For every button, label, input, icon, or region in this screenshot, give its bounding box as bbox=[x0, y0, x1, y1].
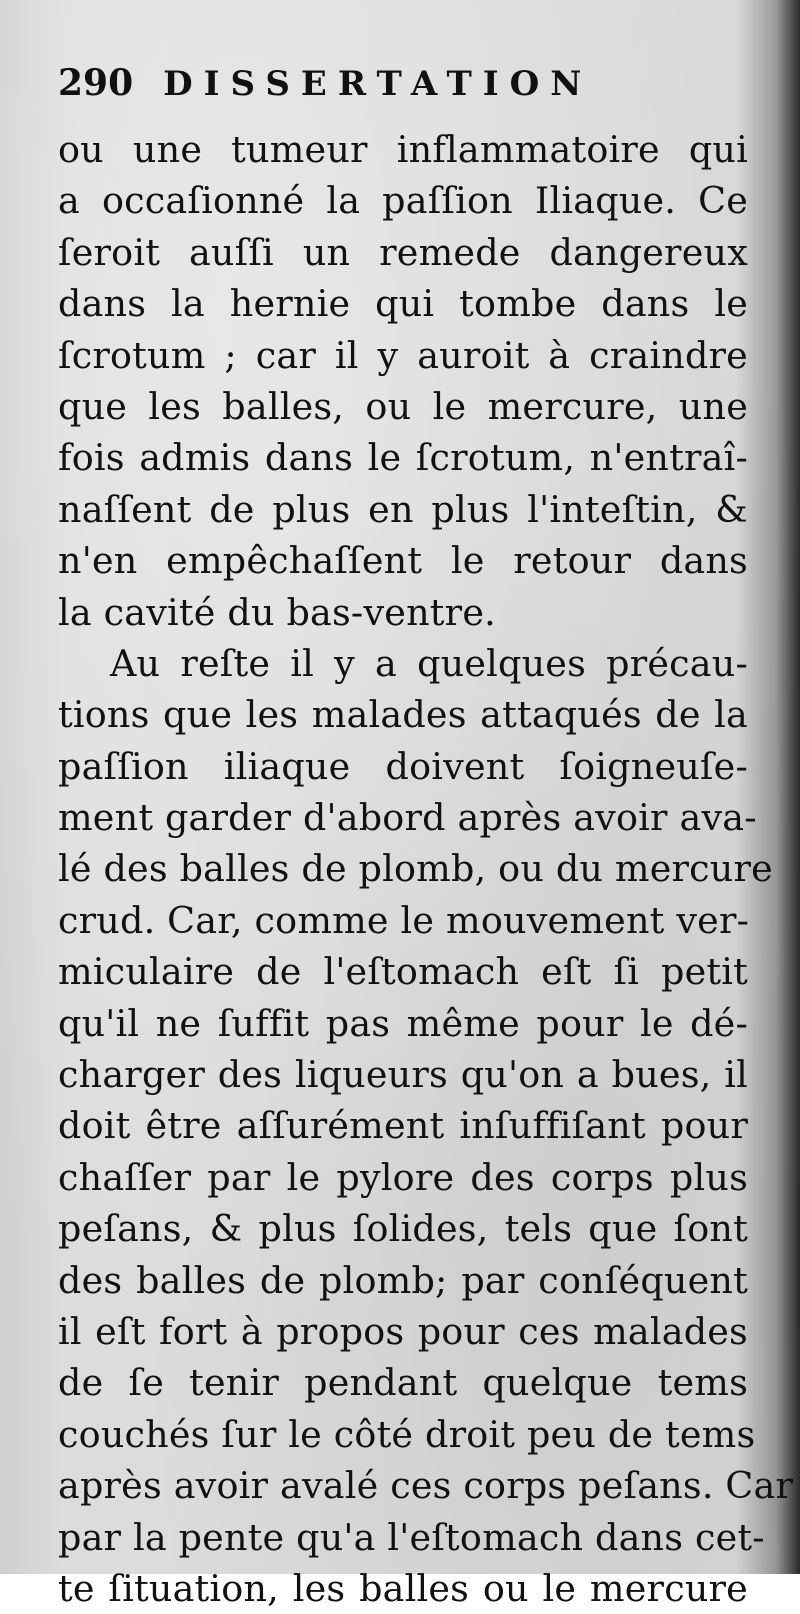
text-line: miculaire de l'eſtomach eſt ſi petit bbox=[58, 950, 748, 994]
text-line: peſans, & plus ſolides, tels que ſont bbox=[58, 1207, 748, 1251]
text-line: par la pente qu'a l'eſtomach dans cet- bbox=[58, 1515, 765, 1559]
text-line: couchés ſur le côté droit peu de tems bbox=[58, 1412, 756, 1456]
text-line: ſcrotum ; car il y auroit à craindre bbox=[58, 333, 748, 377]
text-line: a occaſionné la paſſion Iliaque. Ce bbox=[58, 179, 748, 223]
text-line: que les balles, ou le mercure, une bbox=[58, 384, 748, 428]
text-line: te ſituation, les balles ou le mercure bbox=[58, 1566, 748, 1610]
text-block bbox=[58, 62, 794, 1614]
running-head-title: DISSERTATION bbox=[163, 64, 593, 104]
text-line: naſſent de plus en plus l'inteſtin, & bbox=[58, 487, 748, 531]
text-line: de ſe tenir pendant quelque tems bbox=[58, 1361, 748, 1405]
text-line: crud. Car, comme le mouvement ver- bbox=[58, 898, 750, 942]
text-line: ſeroit auſſi un remede dangereux bbox=[58, 230, 748, 274]
text-line: chaſſer par le pylore des corps plus bbox=[58, 1155, 748, 1199]
text-line: charger des liqueurs qu'on a bues, il bbox=[58, 1053, 748, 1097]
text-line: Au reſte il y a quelques précau- bbox=[110, 641, 748, 685]
text-line: après avoir avalé ces corps peſans. Car bbox=[58, 1464, 794, 1508]
text-line: fois admis dans le ſcrotum, n'entraî- bbox=[58, 436, 748, 480]
text-line: ou une tumeur inflammatoire qui bbox=[58, 128, 748, 171]
page-number: 290 bbox=[58, 62, 134, 104]
text-line: il eſt fort à propos pour ces malades bbox=[58, 1309, 748, 1353]
text-line: doit être aſſurément inſuffiſant pour bbox=[58, 1104, 748, 1148]
text-line: paſſion iliaque doivent ſoigneuſe- bbox=[58, 744, 748, 788]
text-line: dans la hernie qui tombe dans le bbox=[58, 282, 748, 326]
text-line: qu'il ne ſuffit pas même pour le dé- bbox=[58, 1001, 748, 1045]
text-line: la cavité du bas-ventre. bbox=[58, 590, 496, 634]
text-line: tions que les malades attaqués de la bbox=[58, 693, 748, 737]
text-line: ment garder d'abord après avoir ava- bbox=[58, 796, 757, 840]
text-line: des balles de plomb; par conſéquent bbox=[58, 1258, 748, 1302]
body-text bbox=[58, 124, 794, 1614]
text-line: n'en empêchaſſent le retour dans bbox=[58, 539, 748, 583]
text-line: lé des balles de plomb, ou du mercure bbox=[58, 847, 773, 891]
running-head bbox=[58, 62, 748, 122]
